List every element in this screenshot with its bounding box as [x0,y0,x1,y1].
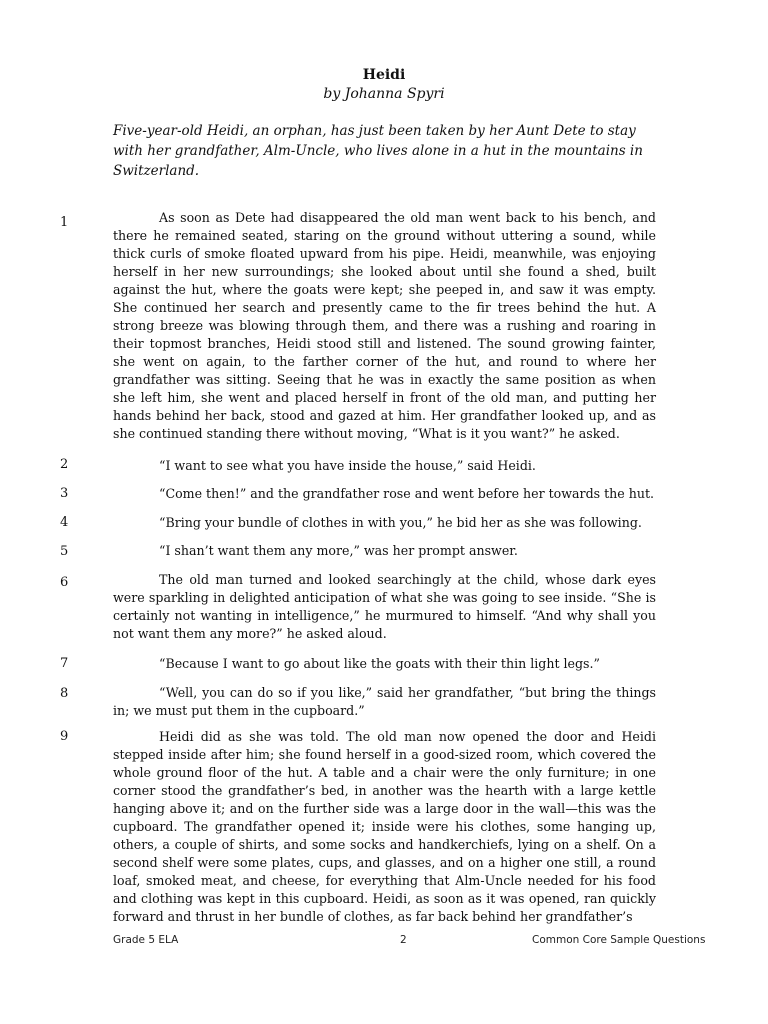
paragraph-number-9: 9 [60,729,69,744]
footer-page-number: 2 [400,934,407,946]
paragraph-7: “Because I want to go about like the goats with their thin light legs.” [159,656,600,671]
paragraph-number-8: 8 [60,686,69,701]
footer-grade: Grade 5 ELA [113,934,179,946]
paragraph-number-2: 2 [60,457,69,472]
paragraph-8: “Well, you can do so if you like,” said her grandfather, “but bring the things in; we must put them in the cupboard.” [113,685,656,718]
intro-text: Five-year-old Heidi, an orphan, has just been taken by her Aunt Dete to stay with her grandfather, Alm-Uncle, who lives alone in a hut in the mountains in Switzerland. [113,123,643,179]
paragraph-9: Heidi did as she was told. The old man now opened the door and Heidi stepped inside after him; she found herself in a good-sized room, which covered the whole ground floor of the hut. A table and a chair were the only furniture; in one corner stood the grandfather’s bed, in another was the hearth with a large kettle hanging above it; and on the further side was a large door in the wall—this was the cupboard. The grandfather opened it; inside were his clothes, some hanging up, others, a couple of shirts, and some socks and handkerchiefs, lying on a shelf. On a second shelf were some plates, cups, and glasses, and on a higher one still, a round loaf, smoked meat, and cheese, for everything that Alm-Uncle needed for his food and clothing was kept in this cupboard. Heidi, as soon as it was opened, ran quickly forward and thrust in her bundle of clothes, as far back behind her grandfather’s [113,729,656,924]
paragraph-5: “I shan’t want them any more,” was her prompt answer. [159,543,518,558]
paragraph-1: As soon as Dete had disappeared the old man went back to his bench, and there he remained seated, staring on the ground without uttering a sound, while thick curls of smoke floated upward from his pipe. Heidi, meanwhile, was enjoying herself in her new surroundings; she looked about until she found a shed, built against the hut, where the goats were kept; she peeped in, and saw it was empty. She continued her search and presently came to the fir trees behind the hut. A strong breeze was blowing through them, and there was a rushing and roaring in their topmost branches, Heidi stood still and listened. The sound growing fainter, she went on again, to the farther corner of the hut, and round to where her grandfather was sitting. Seeing that he was in exactly the same position as when she left him, she went and placed herself in front of the old man, and putting her hands behind her back, stood and gazed at him. Her grandfather looked up, and as she continued standing there without moving, “What is it you want?” he asked. [113,210,656,441]
story-title: Heidi [362,67,406,83]
paragraph-number-5: 5 [60,544,69,559]
paragraph-number-4: 4 [60,515,69,530]
paragraph-6: The old man turned and looked searchingly at the child, whose dark eyes were sparkling in delighted anticipation of what she was going to see inside. “She is certainly not wanting in intelligence,” he murmured to himself. “And why shall you not want them any more?” he asked aloud. [113,572,656,641]
paragraph-number-1: 1 [60,215,69,230]
paragraph-number-3: 3 [60,486,69,501]
paragraph-number-6: 6 [60,575,69,590]
paragraph-number-7: 7 [60,656,69,671]
story-author: by Johanna Spyri [323,86,445,102]
paragraph-2: “I want to see what you have inside the house,” said Heidi. [159,458,536,473]
footer-series: Common Core Sample Questions [532,934,706,946]
paragraph-3: “Come then!” and the grandfather rose and went before her towards the hut. [159,486,655,501]
paragraph-4: “Bring your bundle of clothes in with you,” he bid her as she was following. [159,515,642,530]
